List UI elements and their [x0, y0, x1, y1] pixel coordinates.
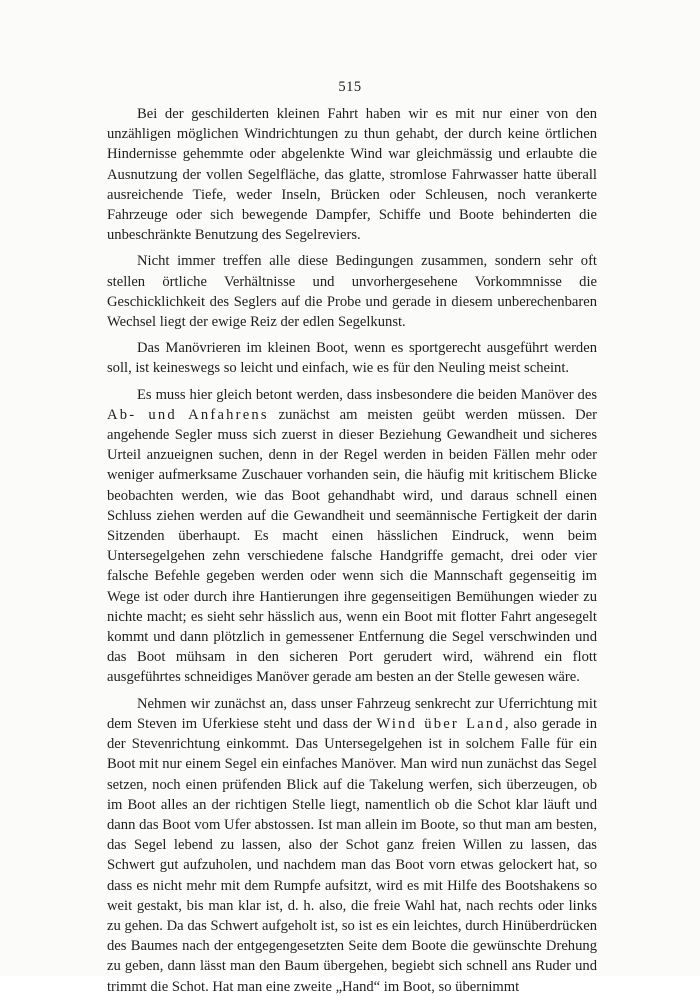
- paragraph: [107, 104, 597, 245]
- paragraph-text: , also gerade in der Stevenrichtung einkommt. Das Untersegelgehen ist in solchem Falle für ein Boot mit nur einem Segel ein einfaches Manöver. Man wird nun zunächst das Segel setzen, noch einen prüfenden Blick auf die Takelung werfen, sich überzeugen, ob im Boot alles an der richtigen Stelle liegt, namentlich ob die Schot klar läuft und dann das Boot vom Ufer abstossen. Ist man allein im Boote, so thut man am besten, das Segel lebend zu lassen, also der Schot ganz freien Willen zu lassen, das Schwert gut aufzuholen, und nachdem man das Boot vorn etwas gelockert hat, so dass es nicht mehr mit dem Rumpfe aufsitzt, wird es mit Hilfe des Bootshakens so weit gestakt, bis man klar ist, d. h. also, die freie Wahl hat, nach rechts oder links zu gehen. Da das Schwert aufgeholt ist, so ist es ein leichtes, durch Hinüberdrücken des Baumes nach der entgegengesetzten Seite dem Boote die gewünschte Drehung zu geben, dann lässt man den Baum übergehen, begiebt sich schnell ans Ruder und trimmt die Schot. Hat man eine zweite „Hand“ im Boot, so übernimmt: [107, 715, 598, 995]
- page-number: 515: [338, 79, 362, 95]
- paragraph: [107, 338, 597, 378]
- paragraph-text: zunächst am meisten geübt werden müssen. Der angehende Segler muss sich zuerst in dieser Beziehung Gewandheit und sicheres Urteil anzueignen suchen, denn in der Regel werden in beiden Fällen mehr oder weniger aufmerksame Zuschauer vorhanden sein, die häufig mit kritischem Blicke beobachten werden, wie das Boot gehandhabt wird, und daraus schnell einen Schluss ziehen werden auf die Gewandheit und seemännische Fertigkeit der darin Sitzenden überhaupt. Es macht einen hässlichen Eindruck, wenn beim Untersegelgehen zehn verschiedene falsche Handgriffe gemacht, drei oder vier falsche Befehle gegeben werden oder wenn sich die Mannschaft gegenseitig im Wege ist oder durch ihre Hantierungen ihre gegenseitigen Bemühungen wieder zu nichte macht; es sieht sehr hässlich aus, wenn ein Boot mit flotter Fahrt angesegelt kommt und dann plötzlich in gemessener Entfernung die Segel verschwinden und das Boot mühsam in den sicheren Port gerudert wird, während ein flott ausgeführtes schneidiges Manöver gerade am besten an der Stelle gewesen wäre.: [107, 406, 597, 686]
- paragraph: [107, 385, 597, 688]
- paragraph: [107, 694, 597, 997]
- paragraph-text: Das Manövrieren im kleinen Boot, wenn es sportgerecht ausgeführt werden soll, ist keineswegs so leicht und einfach, wie es für den Neuling meist scheint.: [107, 340, 597, 377]
- paragraph-text: Nehmen wir zunächst an, dass unser Fahrzeug senkrecht zur Uferrichtung mit dem Steven im Uferkiese steht und dass der: [107, 695, 597, 732]
- spaced-emphasis: Ab- und Anfahrens: [107, 406, 269, 423]
- spaced-emphasis: Wind über Land: [376, 715, 505, 732]
- paragraph-text: Bei der geschilderten kleinen Fahrt haben wir es mit nur einer von den unzähligen möglichen Windrichtungen zu thun gehabt, der durch keine örtlichen Hindernisse gehemmte oder abgelenkte Wind war gleichmässig und erlaubte die Ausnutzung der vollen Segelfläche, das glatte, stromlose Fahrwasser hatte überall ausreichende Tiefe, weder Inseln, Brücken oder Schleusen, noch verankerte Fahrzeuge oder sich bewegende Dampfer, Schiffe und Boote behinderten die unbeschränkte Benutzung des Segelreviers.: [107, 106, 597, 244]
- paragraph: [107, 251, 597, 332]
- paragraph-text: Nicht immer treffen alle diese Bedingungen zusammen, sondern sehr oft stellen örtliche Verhältnisse und unvorhergesehene Vorkommnisse die Geschicklichkeit des Seglers auf die Probe und gerade in diesem unberechenbaren Wechsel liegt der ewige Reiz der edlen Segelkunst.: [107, 253, 597, 331]
- body-text: [107, 104, 597, 1003]
- paragraph-text: Es muss hier gleich betont werden, dass insbesondere die beiden Manöver des: [137, 386, 597, 403]
